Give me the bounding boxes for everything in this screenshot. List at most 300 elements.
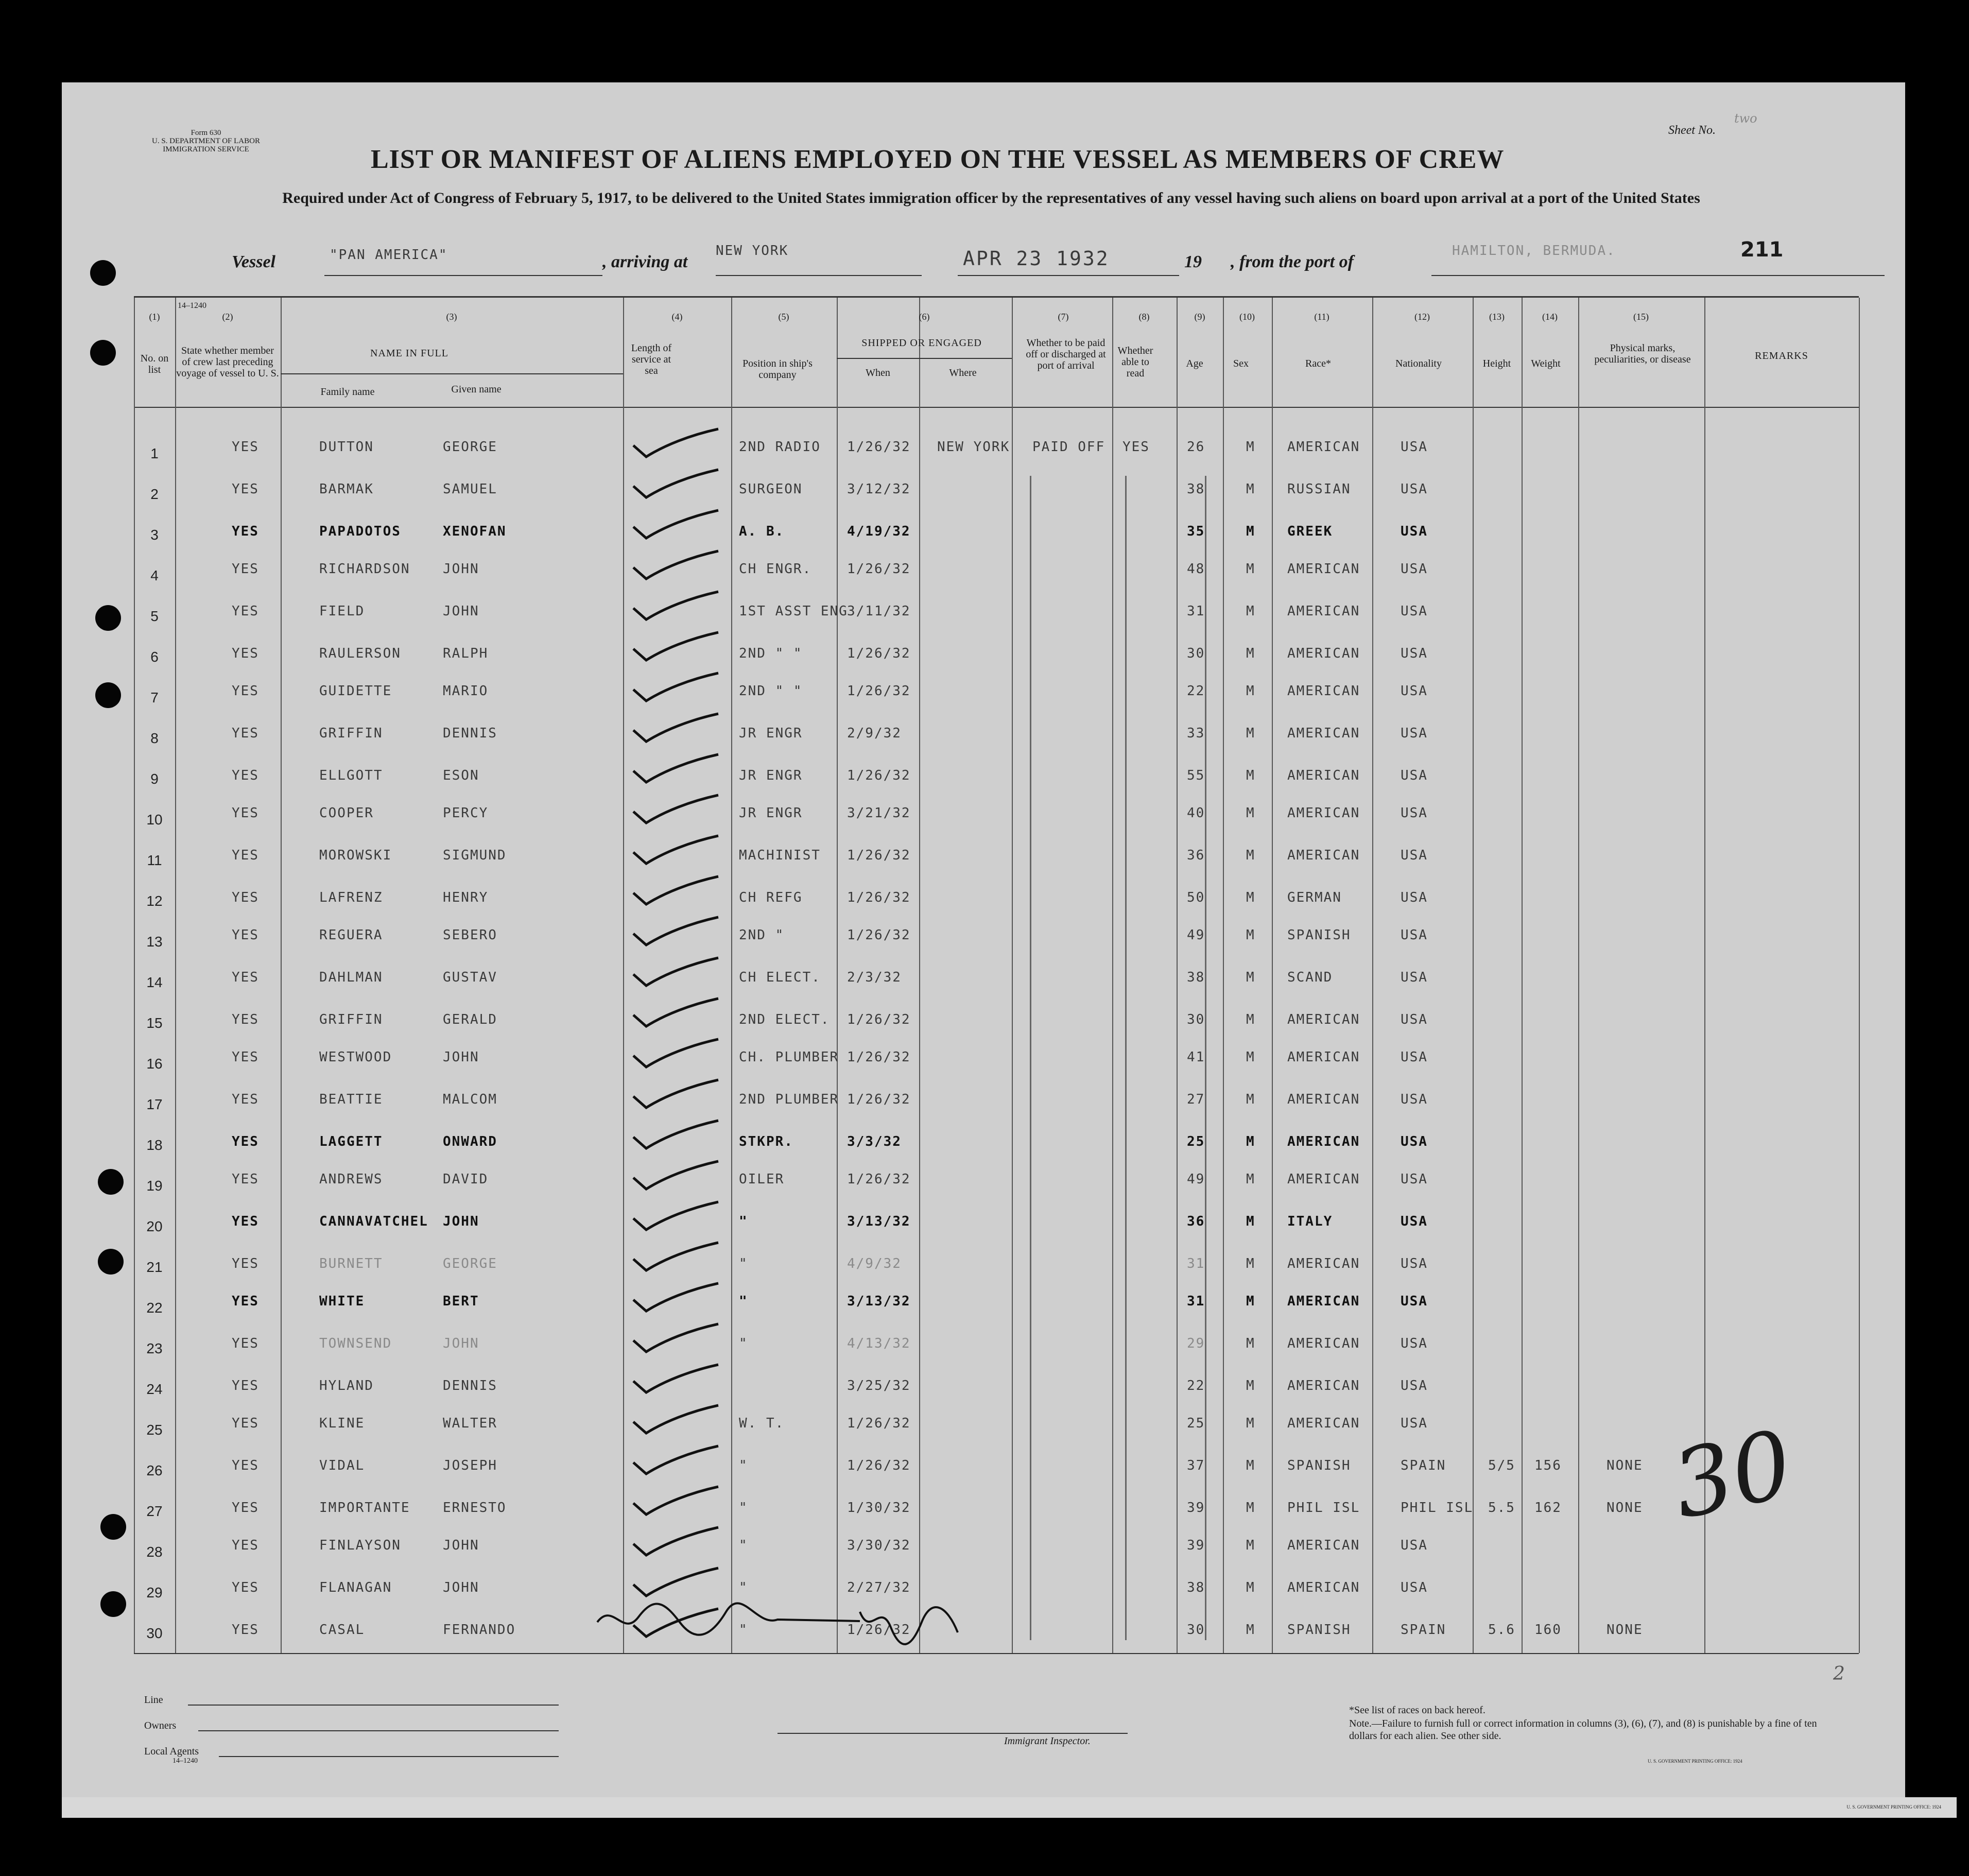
nationality-cell: USA <box>1401 1256 1428 1271</box>
sex-cell: M <box>1246 805 1255 821</box>
row-number: 29 <box>146 1585 163 1600</box>
family-name-cell: CANNAVATCHEL <box>319 1214 428 1229</box>
family-name-cell: RAULERSON <box>319 646 401 661</box>
row-number: 30 <box>146 1625 163 1641</box>
nationality-cell: USA <box>1401 1092 1428 1107</box>
punch-hole-5 <box>98 1169 124 1195</box>
given-name-cell: ERNESTO <box>443 1500 507 1516</box>
column-number: (14) <box>1542 312 1558 322</box>
column-number: (15) <box>1633 312 1649 322</box>
age-cell: 33 <box>1187 726 1205 741</box>
arriving-value: NEW YORK <box>716 243 789 259</box>
nationality-cell: USA <box>1401 1580 1428 1595</box>
age-cell: 38 <box>1187 481 1205 497</box>
shipped-when-cell: 3/3/32 <box>847 1134 902 1149</box>
column-number: (9) <box>1194 312 1205 322</box>
nationality-cell: USA <box>1401 890 1428 905</box>
position-cell: " <box>739 1580 748 1595</box>
race-cell: AMERICAN <box>1287 683 1360 699</box>
prev-voyage-cell: YES <box>232 927 259 943</box>
shipped-when-cell: 1/26/32 <box>847 1049 911 1065</box>
sex-cell: M <box>1246 927 1255 943</box>
row-number: 20 <box>146 1218 163 1234</box>
sex-cell: M <box>1246 1294 1255 1309</box>
family-name-cell: WHITE <box>319 1294 365 1309</box>
page-number: 211 <box>1740 238 1784 262</box>
age-cell: 41 <box>1187 1049 1205 1065</box>
nationality-cell: USA <box>1401 1538 1428 1553</box>
shipped-when-cell: 1/26/32 <box>847 1416 911 1431</box>
given-name-cell: JOHN <box>443 604 479 619</box>
checkmark-stroke <box>633 714 718 742</box>
header-length-service: Length of service at sea <box>631 342 672 376</box>
checkmark-stroke <box>633 673 718 701</box>
handwritten-total: 30 <box>1663 1410 1802 1540</box>
race-cell: AMERICAN <box>1287 1538 1360 1553</box>
given-name-cell: JOHN <box>443 561 479 577</box>
given-name-cell: WALTER <box>443 1416 497 1431</box>
prev-voyage-cell: YES <box>232 439 259 455</box>
family-name-cell: MOROWSKI <box>319 848 392 863</box>
table-row <box>62 1447 1905 1488</box>
given-name-cell: ESON <box>443 768 479 783</box>
weight-cell: 156 <box>1534 1458 1562 1473</box>
position-cell: " <box>739 1256 748 1271</box>
given-name-cell: MARIO <box>443 683 489 699</box>
column-number: (13) <box>1489 312 1505 322</box>
position-cell: JR ENGR <box>739 726 803 741</box>
table-row <box>62 674 1905 715</box>
service-checkmark <box>623 1279 726 1320</box>
position-cell: CH REFG <box>739 890 803 905</box>
age-cell: 26 <box>1187 439 1205 455</box>
sheet-number-label <box>1668 111 1757 137</box>
table-row <box>62 796 1905 837</box>
position-cell: " <box>739 1294 748 1309</box>
race-cell: PHIL ISL <box>1287 1500 1360 1516</box>
age-cell: 55 <box>1187 768 1205 783</box>
sex-cell: M <box>1246 1500 1255 1516</box>
sex-cell: M <box>1246 1622 1255 1638</box>
service-checkmark <box>623 425 726 466</box>
checkmark-stroke <box>633 510 718 538</box>
prev-voyage-cell: YES <box>232 1134 259 1149</box>
header-race: Race* <box>1305 358 1331 369</box>
service-checkmark <box>623 832 726 873</box>
shipped-when-cell: 4/9/32 <box>847 1256 902 1271</box>
table-row <box>62 1406 1905 1447</box>
header-remarks: REMARKS <box>1755 350 1808 362</box>
footer-owners-rule <box>198 1730 559 1731</box>
table-row <box>62 593 1905 633</box>
physical-marks-cell: NONE <box>1607 1500 1643 1516</box>
nationality-cell: USA <box>1401 1416 1428 1431</box>
checkmark-stroke <box>633 551 718 579</box>
race-cell: AMERICAN <box>1287 1134 1360 1149</box>
row-number: 10 <box>146 812 163 828</box>
table-row <box>62 430 1905 471</box>
race-cell: SCAND <box>1287 970 1333 985</box>
footer-note-races: *See list of races on back hereof. <box>1349 1705 1486 1716</box>
table-row <box>62 877 1905 918</box>
footer-agents-code: 14–1240 <box>172 1757 198 1765</box>
family-name-cell: BEATTIE <box>319 1092 383 1107</box>
sex-cell: M <box>1246 439 1255 455</box>
lower-edge-strip <box>62 1797 1957 1818</box>
checkmark-stroke <box>633 1283 718 1311</box>
form-id-block <box>129 129 283 153</box>
nationality-cell: USA <box>1401 481 1428 497</box>
row-number: 17 <box>146 1096 163 1112</box>
checkmark-stroke <box>633 999 718 1026</box>
prev-voyage-cell: YES <box>232 683 259 699</box>
nationality-cell: USA <box>1401 848 1428 863</box>
race-cell: AMERICAN <box>1287 561 1360 577</box>
nationality-cell: USA <box>1401 1294 1428 1309</box>
given-name-cell: GEORGE <box>443 1256 497 1271</box>
given-name-cell: MALCOM <box>443 1092 497 1107</box>
shipped-when-cell: 1/26/32 <box>847 1458 911 1473</box>
family-name-cell: PAPADOTOS <box>319 524 401 539</box>
nationality-cell: USA <box>1401 439 1428 455</box>
shipped-when-cell: 3/13/32 <box>847 1294 911 1309</box>
table-row <box>62 1244 1905 1284</box>
race-cell: AMERICAN <box>1287 805 1360 821</box>
row-number: 28 <box>146 1544 163 1560</box>
row-number: 12 <box>146 893 163 909</box>
shipped-where-cell: NEW YORK <box>937 439 1010 455</box>
family-name-cell: FIELD <box>319 604 365 619</box>
from-port-label: , from the port of <box>1231 252 1354 271</box>
nationality-cell: USA <box>1401 927 1428 943</box>
given-name-cell: JOSEPH <box>443 1458 497 1473</box>
position-cell: 1ST ASST ENG <box>739 604 848 619</box>
vessel-value: "PAN AMERICA" <box>330 247 448 263</box>
prev-voyage-cell: YES <box>232 646 259 661</box>
position-cell: A. B. <box>739 524 785 539</box>
position-cell: CH ELECT. <box>739 970 821 985</box>
shipped-when-cell: 1/26/32 <box>847 848 911 863</box>
header-age: Age <box>1186 358 1203 369</box>
lower-edge-gpo: U. S. GOVERNMENT PRINTING OFFICE: 1924 <box>1846 1804 1941 1810</box>
checkmark-stroke <box>633 836 718 864</box>
height-cell: 5/5 <box>1488 1458 1515 1473</box>
race-cell: AMERICAN <box>1287 1580 1360 1595</box>
given-name-cell: SAMUEL <box>443 481 497 497</box>
table-row <box>62 1325 1905 1366</box>
sex-cell: M <box>1246 890 1255 905</box>
header-position: Position in ship's company <box>742 358 813 381</box>
vessel-label: Vessel <box>232 252 275 271</box>
prev-voyage-cell: YES <box>232 1172 259 1187</box>
sex-cell: M <box>1246 726 1255 741</box>
age-cell: 30 <box>1187 1012 1205 1027</box>
checkmark-stroke <box>633 1324 718 1352</box>
position-cell: 2ND " " <box>739 683 803 699</box>
prev-voyage-cell: YES <box>232 1622 259 1638</box>
table-row <box>62 471 1905 511</box>
table-bottom-rule <box>134 1653 1859 1654</box>
given-name-cell: BERT <box>443 1294 479 1309</box>
given-name-cell: GERALD <box>443 1012 497 1027</box>
shipped-when-cell: 1/26/32 <box>847 561 911 577</box>
column-number: (1) <box>149 312 160 322</box>
date-stamp: APR 23 1932 <box>963 247 1110 270</box>
given-name-cell: JOHN <box>443 1538 479 1553</box>
shipped-when-cell: 2/3/32 <box>847 970 902 985</box>
age-cell: 39 <box>1187 1500 1205 1516</box>
checkmark-stroke <box>633 429 718 457</box>
checkmark-stroke <box>633 1527 718 1555</box>
race-cell: AMERICAN <box>1287 1336 1360 1351</box>
sex-cell: M <box>1246 1049 1255 1065</box>
manifest-sheet <box>62 82 1905 1808</box>
punch-hole-1 <box>90 260 116 286</box>
punch-hole-7 <box>100 1514 126 1540</box>
given-name-cell: GUSTAV <box>443 970 497 985</box>
given-name-cell: PERCY <box>443 805 489 821</box>
table-row <box>62 918 1905 959</box>
date-underline <box>958 275 1179 276</box>
shipped-when-cell: 2/9/32 <box>847 726 902 741</box>
given-name-cell: GEORGE <box>443 439 497 455</box>
header-where: Where <box>949 367 977 378</box>
shipped-when-cell: 1/26/32 <box>847 768 911 783</box>
shipped-when-cell: 3/21/32 <box>847 805 911 821</box>
corner-mark: 2 <box>1833 1663 1845 1684</box>
sex-cell: M <box>1246 1092 1255 1107</box>
nationality-cell: USA <box>1401 1172 1428 1187</box>
prev-voyage-cell: YES <box>232 561 259 577</box>
physical-marks-cell: NONE <box>1607 1458 1643 1473</box>
row-number: 13 <box>146 934 163 950</box>
row-number: 25 <box>146 1422 163 1438</box>
service-checkmark <box>623 710 726 751</box>
given-name-cell: ONWARD <box>443 1134 497 1149</box>
given-name-cell: JOHN <box>443 1580 479 1595</box>
shipped-when-cell: 1/30/32 <box>847 1500 911 1516</box>
race-cell: AMERICAN <box>1287 1012 1360 1027</box>
sex-cell: M <box>1246 768 1255 783</box>
punch-hole-6 <box>98 1249 124 1275</box>
from-underline <box>1431 275 1885 276</box>
sex-cell: M <box>1246 1336 1255 1351</box>
column-number: (10) <box>1239 312 1255 322</box>
row-number: 11 <box>147 852 162 868</box>
height-cell: 5.6 <box>1488 1622 1515 1638</box>
prev-voyage-cell: YES <box>232 524 259 539</box>
sex-cell: M <box>1246 1538 1255 1553</box>
row-number: 6 <box>150 649 159 665</box>
family-name-cell: CASAL <box>319 1622 365 1638</box>
service-checkmark <box>623 547 726 588</box>
sex-cell: M <box>1246 1134 1255 1149</box>
table-row <box>62 755 1905 796</box>
shipped-when-cell: 4/19/32 <box>847 524 911 539</box>
shipped-when-cell: 1/26/32 <box>847 927 911 943</box>
row-number: 5 <box>150 608 159 624</box>
prev-voyage-cell: YES <box>232 1214 259 1229</box>
row-number: 27 <box>146 1503 163 1519</box>
checkmark-stroke <box>633 470 718 497</box>
position-cell: 2ND RADIO <box>739 439 821 455</box>
checkmark-stroke <box>633 1365 718 1392</box>
family-name-cell: DUTTON <box>319 439 374 455</box>
nationality-cell: USA <box>1401 1214 1428 1229</box>
header-prev-voyage: State whether member of crew last preceding voyage of vessel to U. S. <box>176 345 279 379</box>
service-checkmark <box>623 1076 726 1117</box>
shipped-when-cell: 4/13/32 <box>847 1336 911 1351</box>
row-number: 1 <box>150 445 159 461</box>
service-checkmark <box>623 994 726 1036</box>
age-cell: 30 <box>1187 646 1205 661</box>
checkmark-stroke <box>633 958 718 986</box>
nationality-cell: USA <box>1401 970 1428 985</box>
checkmark-stroke <box>633 876 718 904</box>
row-number: 22 <box>146 1300 163 1316</box>
row-number: 23 <box>146 1340 163 1356</box>
given-name-cell: JOHN <box>443 1214 479 1229</box>
checkmark-stroke <box>633 1202 718 1230</box>
shipped-when-cell: 3/12/32 <box>847 481 911 497</box>
arriving-label: , arriving at <box>602 252 688 271</box>
age-cell: 40 <box>1187 805 1205 821</box>
position-cell: OILER <box>739 1172 785 1187</box>
family-name-cell: VIDAL <box>319 1458 365 1473</box>
shipped-when-cell: 1/26/32 <box>847 890 911 905</box>
service-checkmark <box>623 628 726 669</box>
service-checkmark <box>623 1320 726 1361</box>
race-cell: SPANISH <box>1287 1622 1351 1638</box>
race-cell: GREEK <box>1287 524 1333 539</box>
service-checkmark <box>623 588 726 629</box>
punch-hole-2 <box>90 340 116 366</box>
footer-line-label: Line <box>144 1694 163 1706</box>
shipped-subrule <box>837 358 1012 359</box>
table-row <box>62 511 1905 552</box>
sex-cell: M <box>1246 1214 1255 1229</box>
age-cell: 49 <box>1187 927 1205 943</box>
prev-voyage-cell: YES <box>232 890 259 905</box>
ditto-line <box>1125 476 1127 1640</box>
header-bottom-rule <box>134 407 1859 408</box>
position-cell: SURGEON <box>739 481 803 497</box>
header-when: When <box>866 367 890 378</box>
punch-hole-3 <box>95 605 121 631</box>
sex-cell: M <box>1246 524 1255 539</box>
given-name-cell: SEBERO <box>443 927 497 943</box>
shipped-when-cell: 3/11/32 <box>847 604 911 619</box>
family-name-cell: BURNETT <box>319 1256 383 1271</box>
race-cell: AMERICAN <box>1287 1172 1360 1187</box>
checkmark-stroke <box>633 592 718 619</box>
ditto-line <box>1205 476 1206 1640</box>
age-cell: 31 <box>1187 1294 1205 1309</box>
prev-voyage-cell: YES <box>232 1538 259 1553</box>
table-row <box>62 552 1905 593</box>
family-name-cell: KLINE <box>319 1416 365 1431</box>
family-name-cell: WESTWOOD <box>319 1049 392 1065</box>
service-checkmark <box>623 913 726 954</box>
service-checkmark <box>623 1401 726 1442</box>
position-cell: CH ENGR. <box>739 561 812 577</box>
sex-cell: M <box>1246 848 1255 863</box>
header-height: Height <box>1482 358 1511 369</box>
shipped-when-cell: 3/13/32 <box>847 1214 911 1229</box>
given-name-cell: FERNANDO <box>443 1622 516 1638</box>
race-cell: AMERICAN <box>1287 726 1360 741</box>
column-number: (8) <box>1138 312 1150 322</box>
service-checkmark <box>623 1157 726 1198</box>
nationality-cell: USA <box>1401 768 1428 783</box>
arriving-underline <box>716 275 922 276</box>
family-name-cell: BARMAK <box>319 481 374 497</box>
department: U. S. DEPARTMENT OF LABOR <box>152 137 260 145</box>
service-checkmark <box>623 872 726 914</box>
race-cell: AMERICAN <box>1287 1294 1360 1309</box>
age-cell: 29 <box>1187 1336 1205 1351</box>
prev-voyage-cell: YES <box>232 848 259 863</box>
footer-agents-label: Local Agents <box>144 1746 199 1757</box>
sex-cell: M <box>1246 481 1255 497</box>
sex-cell: M <box>1246 1580 1255 1595</box>
sex-cell: M <box>1246 970 1255 985</box>
checkmark-stroke <box>633 917 718 945</box>
given-name-cell: RALPH <box>443 646 489 661</box>
prev-voyage-cell: YES <box>232 726 259 741</box>
service-checkmark <box>623 1238 726 1280</box>
table-row <box>62 959 1905 1000</box>
position-cell: " <box>739 1538 748 1553</box>
nationality-cell: USA <box>1401 726 1428 741</box>
prev-voyage-cell: YES <box>232 1012 259 1027</box>
given-name-cell: DENNIS <box>443 1378 497 1393</box>
family-name-cell: FINLAYSON <box>319 1538 401 1553</box>
page-subtitle: Required under Act of Congress of February 5, 1917, to be delivered to the United States immigration officer by the representatives of any vessel having such aliens on board upon arrival at a port of the United States <box>282 190 1700 206</box>
checkmark-stroke <box>633 795 718 823</box>
prev-voyage-cell: YES <box>232 1049 259 1065</box>
race-cell: AMERICAN <box>1287 604 1360 619</box>
service-checkmark <box>623 1361 726 1402</box>
position-cell: " <box>739 1458 748 1473</box>
age-cell: 22 <box>1187 1378 1205 1393</box>
prev-voyage-cell: YES <box>232 1416 259 1431</box>
family-name-cell: LAGGETT <box>319 1134 383 1149</box>
prev-voyage-cell: YES <box>232 1378 259 1393</box>
age-cell: 35 <box>1187 524 1205 539</box>
nationality-cell: USA <box>1401 524 1428 539</box>
checkmark-stroke <box>633 632 718 660</box>
given-name-cell: JOHN <box>443 1336 479 1351</box>
prev-voyage-cell: YES <box>232 1580 259 1595</box>
checkmark-stroke <box>633 1405 718 1433</box>
service-checkmark <box>623 669 726 710</box>
family-name-cell: HYLAND <box>319 1378 374 1393</box>
shipped-when-cell: 1/26/32 <box>847 1172 911 1187</box>
race-cell: AMERICAN <box>1287 1092 1360 1107</box>
age-cell: 38 <box>1187 970 1205 985</box>
given-name-cell: HENRY <box>443 890 489 905</box>
checkmark-stroke <box>633 1161 718 1189</box>
prev-voyage-cell: YES <box>232 1092 259 1107</box>
checkmark-stroke <box>633 1487 718 1514</box>
sheet-number-value: two <box>1734 111 1757 126</box>
row-number: 7 <box>150 690 159 705</box>
position-cell: " <box>739 1214 748 1229</box>
position-cell: STKPR. <box>739 1134 793 1149</box>
race-cell: AMERICAN <box>1287 1416 1360 1431</box>
footer-gpo: U. S. GOVERNMENT PRINTING OFFICE: 1924 <box>1648 1759 1742 1764</box>
